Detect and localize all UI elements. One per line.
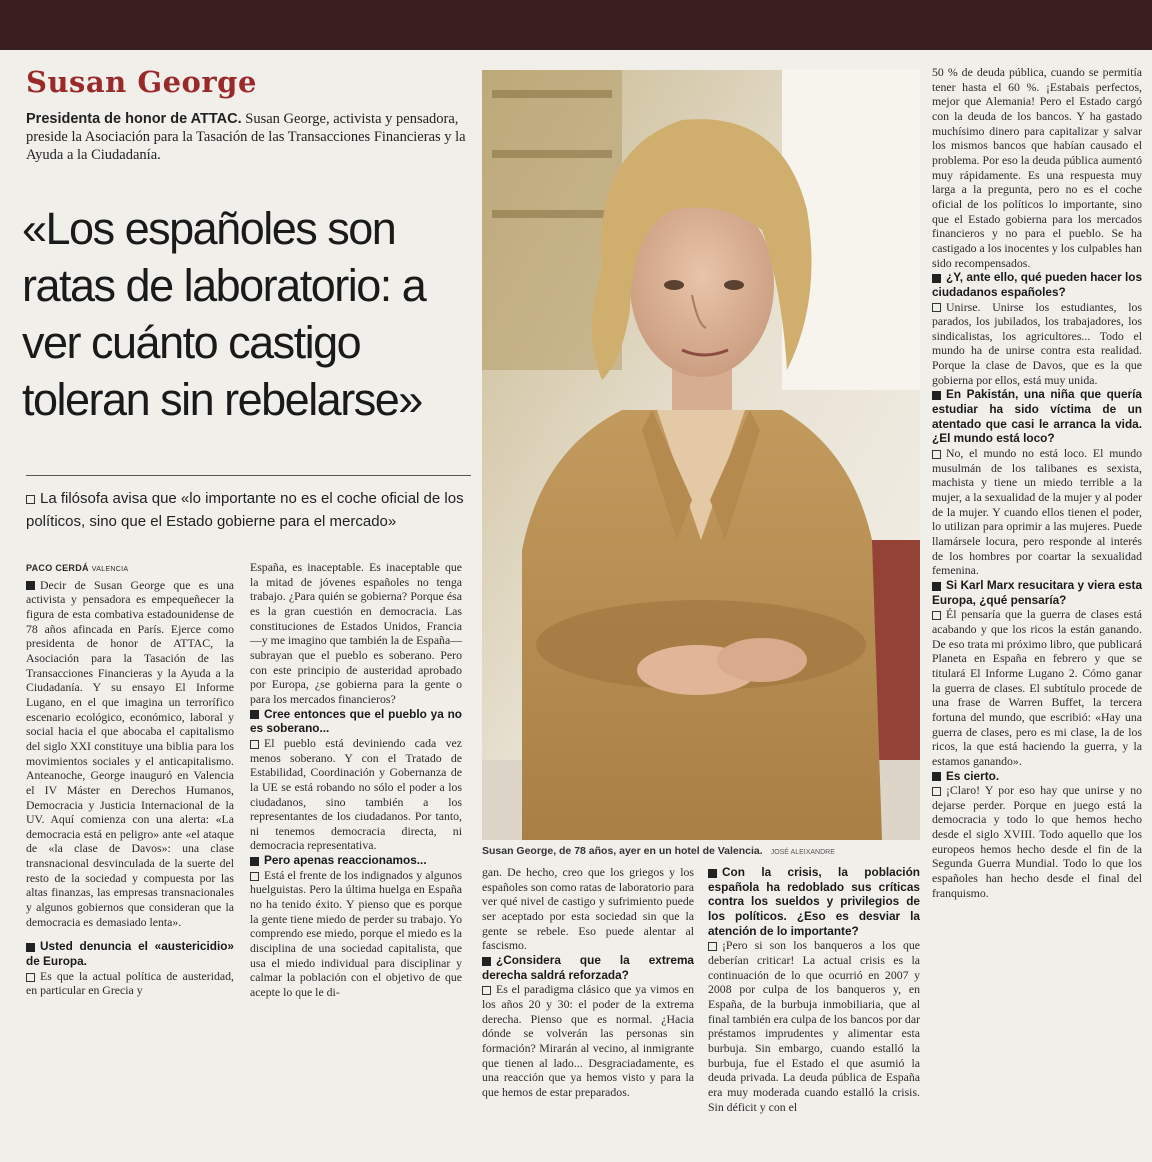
subhead-text: Susan George, activista y pensadora, preside la Asociación para la Tasación de las Transacciones Financieras y la Ayuda a la Ciudadanía. <box>26 111 466 163</box>
column-5 <box>932 65 1142 900</box>
answer: Es el paradigma clásico que ya vimos en los años 20 y 30: el poder de la extrema derecha. Pienso que es normal. ¿Hacia dónde se volverán las personas sin formación? Mirarán al vecino, al inmigrante que tienen al lado... Desgraciadamente, es una reacción que ya hemos visto y para la que hemos de estar preparados. <box>482 982 694 1099</box>
photo-caption <box>482 845 920 857</box>
caption-text: Susan George, de 78 años, ayer en un hotel de Valencia. <box>482 845 763 857</box>
question: Usted denuncia el «austericidio» de Europa. <box>26 939 234 969</box>
newspaper-page <box>0 50 1152 1162</box>
top-bar <box>0 0 1152 50</box>
portrait-photo <box>482 70 920 840</box>
question-icon <box>250 857 259 866</box>
column-2 <box>250 560 462 1000</box>
question-icon <box>932 772 941 781</box>
answer-icon <box>932 303 941 312</box>
byline-name: PACO CERDÁ <box>26 563 89 573</box>
paragraph: Decir de Susan George que es una activista y pensadora es empequeñecer la figura de esta combativa estadounidense de 78 años afincada en París. Ejerce como presidenta de honor de ATTAC, la Asociación para la Tasación de las Transacciones Financieras y la Ayuda a la Ciudadanía. Y su ensayo El Informe Lugano, en el que imagina un terrorífico escenario ecológico, económico, laboral y social hacia el que abocaba el capitalismo del siglo XXI constituye una biblia para los movimientos sociales y el anticapitalismo. Anteanoche, George inauguró en Valencia el IV Máster en Derechos Humanos, Democracia y Justicia Internacional de la UV. Aquí comienza con una alerta: «La democracia está en peligro» ante «el ataque de «la clase de Davos»: una clase transnacional desvinculada de la suerte del resto de la sociedad y compuesta por las altas finanzas, las empresas transnacionales y algunos gobiernos que consideran que la democracia es demasiado lenta». <box>26 577 234 929</box>
bullet-icon <box>26 495 35 504</box>
question: Pero apenas reaccionamos... <box>264 853 427 868</box>
question-icon <box>250 710 259 719</box>
question-icon <box>708 869 717 878</box>
author-description <box>26 110 466 164</box>
answer: Es que la actual política de austeridad, en particular en Grecia y <box>26 968 234 998</box>
summary <box>26 487 476 533</box>
question: Si Karl Marx resucitara y viera esta Europa, ¿qué pensaría? <box>932 577 1142 607</box>
question-icon <box>482 957 491 966</box>
answer-icon <box>708 942 717 951</box>
answer: Él pensaría que la guerra de clases está acabando y que los ricos la están ganando. De eso trata mi próximo libro, que publicará Planeta en España en febrero y que se titulará El Informe Lugano 2. Cómo ganar la guerra de clases. El subtítulo procede de una frase de Warren Buffet, la tercera fortuna del mundo, que escribió: «Hay una guerra de clases, pero es mi clase, la de los ricos, la que está haciendo la guerra, y la estamos ganando». <box>932 607 1142 768</box>
byline-place: VALENCIA <box>91 566 129 573</box>
answer: ¡Claro! Y por eso hay que unirse y no dejarse perder. Porque en juego está la democracia y todo lo que hemos hecho desde el siglo XVIII. Todo aquello que los europeos hemos hecho desde el fin de la Segunda Guerra Mundial. Todo lo que los españoles han hecho desde el final del franquismo. <box>932 783 1142 900</box>
summary-text: La filósofa avisa que «lo importante no es el coche oficial de los políticos, sino que el Estado gobierne para el mercado» <box>26 490 464 530</box>
paragraph: España, es inaceptable. Es inaceptable que la mitad de jóvenes españoles no tenga trabajo. ¿Para quién se gobierna? Porque ésa es la gran cuestión en democracia. Las constituciones de Estados Unidos, Francia —y me imagino que también la de España— subrayan que el pueblo es soberano. Pero con este principio de austeridad aprobado por Europa, ¿se gobierna para la gente o para los mercados financieros? <box>250 560 462 706</box>
answer-icon <box>932 611 941 620</box>
question: Con la crisis, la población española ha redoblado sus críticas contra los sueldos y privilegios de los políticos. ¿Eso es desviar la atención de lo importante? <box>708 865 920 938</box>
answer: Unirse. Unirse los estudiantes, los parados, los jubilados, los trabajadores, los sindicalistas, los agricultores... Todo el mundo ha de unirse contra esta realidad. Porque la clase de Davos, que es la que gobierna por ellos, está muy unida. <box>932 299 1142 387</box>
question-icon <box>932 391 941 400</box>
portrait-illustration <box>482 70 920 840</box>
question-icon <box>26 943 35 952</box>
answer-icon <box>482 986 491 995</box>
paragraph: 50 % de deuda pública, cuando se permitía tener hasta el 60 %. ¡Estabais perfectos, mejor que Alemania! Pero el Estado cargó con la deuda de los bancos. Y ha gastado muchísimo dinero para capitalizar y salvar los mismos bancos que habían causado el problema. Por eso la deuda pública aumentó muy rápidamente. Es una respuesta muy larga a la pregunta, pero no es el coche oficial de los políticos lo importante, sino que el Estado gobierna para los mercados financieros y no para el pueblo. Se ha castigado a los inocentes y los culpables han sido recompensados. <box>932 65 1142 270</box>
lead-bullet-icon <box>26 581 35 590</box>
answer: El pueblo está deviniendo cada vez menos soberano. Y con el Tratado de Estabilidad, Coordinación y Gobernanza de la UE se está robando no sólo el poder a los ciudadanos, sino también a los representantes de los ciudadanos. Por tanto, ni tenemos democracia directa, ni democracia representativa. <box>250 735 462 853</box>
photo-credit: JOSÉ ALEIXANDRE <box>770 849 835 856</box>
paragraph: gan. De hecho, creo que los griegos y los españoles son como ratas de laboratorio para ver qué nivel de castigo y sufrimiento puede ser aceptado por esta sociedad sin que la gente se rebele. Eso puede alentar al fascismo. <box>482 865 694 953</box>
column-1 <box>26 560 234 998</box>
answer-icon <box>250 740 259 749</box>
answer-icon <box>932 450 941 459</box>
column-3 <box>482 865 694 1100</box>
answer-icon <box>250 872 259 881</box>
answer: ¡Pero si son los banqueros a los que deberían criticar! La actual crisis es la continuación de lo que ocurrió en 2007 y 2008 por culpa de los banqueros y, en España, de la burbuja inmobiliaria, que al final también era culpa de los bancos por dar préstamos imprudentes y alimentar esta burbuja. Sin embargo, cuando estalló la burbuja, fue el Estado el que asumió la deuda privada. La deuda pública de España era muy moderada cuando estalló la crisis. Sin déficit y con el <box>708 938 920 1114</box>
question: En Pakistán, una niña que quería estudiar ha sido víctima de un atentado que casi le arranca la vida. ¿El mundo está loco? <box>932 387 1142 446</box>
answer: Está el frente de los indignados y algunos huelguistas. Pero la última huelga en España no ha tenido éxito. Y pienso que es porque la gente tiene miedo de perder su trabajo. Yo comprendo ese miedo, porque el miedo es la disciplina de una sociedad capitalista, que usa el miedo individual para disciplinar y calmar la población con el objetivo de que acepte lo que le di- <box>250 867 462 1000</box>
question-icon <box>932 274 941 283</box>
answer-icon <box>26 973 35 982</box>
column-4 <box>708 865 920 1114</box>
question-icon <box>932 582 941 591</box>
question: ¿Considera que la extrema derecha saldrá reforzada? <box>482 952 694 982</box>
question: Es cierto. <box>946 768 1000 783</box>
headline: «Los españoles son ratas de laboratorio: a ver cuánto castigo toleran sin rebelarse» <box>22 203 426 425</box>
divider <box>26 475 471 476</box>
author-name: Susan George <box>26 65 257 99</box>
answer: No, el mundo no está loco. El mundo musulmán de los talibanes es sexista, machista y tiene un miedo terrible a la mujer, a la sexualidad de la mujer y al poder de la mujer. Y cuando ellos tienen el poder, lo utilizan para oprimir a las mujeres. Puede llamársele locura, pero responde al interés de los hombres por coartar la sexualidad femenina. <box>932 446 1142 578</box>
question: ¿Y, ante ello, qué pueden hacer los ciudadanos españoles? <box>932 270 1143 299</box>
answer-icon <box>932 787 941 796</box>
subhead-bold: Presidenta de honor de ATTAC. <box>26 111 242 127</box>
question: Cree entonces que el pueblo ya no es soberano... <box>250 706 462 736</box>
